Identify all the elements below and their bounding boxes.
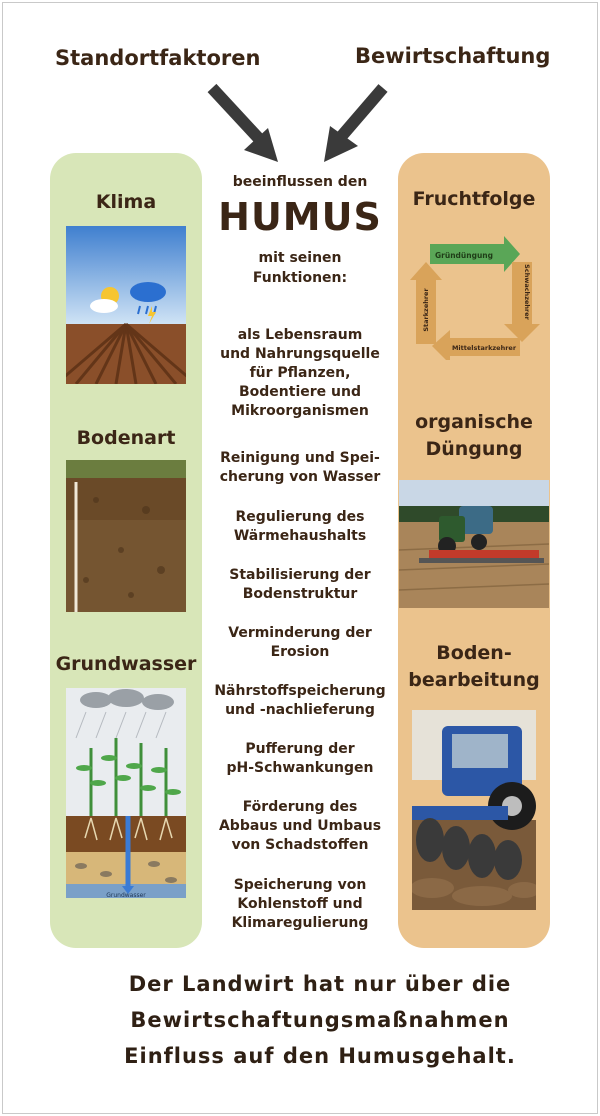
grundwasser-image-label: Grundwasser [106,892,146,898]
title-fruchtfolge: Fruchtfolge [412,188,536,210]
function-line: Abbaus und Umbaus [218,818,382,834]
function-line: als Lebensraum [237,327,363,343]
footer-line-1: Der Landwirt hat nur über die [128,972,512,996]
function-line: Reinigung und Spei- [220,450,380,466]
title-duengung-line: Düngung [425,438,523,460]
converging-arrows [200,80,400,170]
function-line: Speicherung von [233,877,367,893]
function-line: Nährstoffspeicherung [214,683,386,699]
function-line: und Nahrungsquelle [220,346,380,362]
function-line: Erosion [270,644,330,660]
title-bodenart: Bodenart [76,427,176,449]
heading-standortfaktoren: Standortfaktoren [55,46,261,70]
title-bodenbearbeitung [398,640,550,694]
function-line: Kohlenstoff und [237,896,363,912]
organische-duengung-image [399,480,549,608]
function-line: Verminderung der [228,625,372,641]
crop-rotation-diagram [408,232,542,360]
title-bearbeitung-line: bearbeitung [408,669,540,691]
function-line: Regulierung des [235,509,365,525]
function-ph [205,740,395,778]
label-gruenduengung: Gründüngung [435,251,493,260]
function-pollutants [205,798,395,855]
label-schwachzehrer: Schwachzehrer [523,264,531,320]
function-line: Wärmehaushalts [233,528,367,544]
title-organische-line: organische [415,411,533,433]
text-with-functions-2: Funktionen: [252,270,348,286]
arrow-right-down-icon [324,88,383,162]
bodenart-image [66,460,186,612]
function-heat [205,508,395,546]
label-mittelstarkzehrer: Mittelstarkzehrer [451,344,517,352]
function-nutrients [205,682,395,720]
klima-image [66,226,186,384]
function-line: cherung von Wasser [219,469,381,485]
text-with-functions-1: mit seinen [258,250,342,266]
rain-cloud-icon [130,282,166,302]
function-line: und -nachlieferung [225,702,375,718]
arrow-left-down-icon [212,88,278,162]
label-starkzehrer: Starkzehrer [422,288,430,332]
footer-line-3: Einfluss auf den Humusgehalt. [124,1044,516,1068]
function-line: Förderung des [242,799,358,815]
arrow-schwachzehrer [504,262,540,342]
bodenbearbeitung-image [412,710,536,910]
function-line: pH-Schwankungen [226,760,374,776]
title-klima: Klima [95,191,157,213]
function-line: Bodentiere und [239,384,361,400]
function-line: Mikroorganismen [231,403,369,419]
footer-statement [80,966,560,1074]
function-line: für Pflanzen, [249,365,351,381]
function-water [205,449,395,487]
function-habitat [205,326,395,421]
title-humus: HUMUS [218,195,382,239]
title-grundwasser: Grundwasser [55,653,197,675]
function-structure [205,566,395,604]
function-line: Bodenstruktur [242,586,358,602]
function-line: Klimaregulierung [231,915,369,931]
footer-line-2: Bewirtschaftungsmaßnahmen [130,1008,510,1032]
text-influence: beeinflussen den [232,174,368,190]
heading-bewirtschaftung: Bewirtschaftung [355,44,551,68]
function-line: von Schadstoffen [231,837,369,853]
function-carbon [205,876,395,933]
function-erosion [205,624,395,662]
title-organische-duengung [398,409,550,463]
title-boden-line: Boden- [436,642,512,664]
function-line: Stabilisierung der [229,567,371,583]
function-line: Pufferung der [245,741,355,757]
text-with-functions [210,248,390,288]
grundwasser-image [66,688,186,898]
